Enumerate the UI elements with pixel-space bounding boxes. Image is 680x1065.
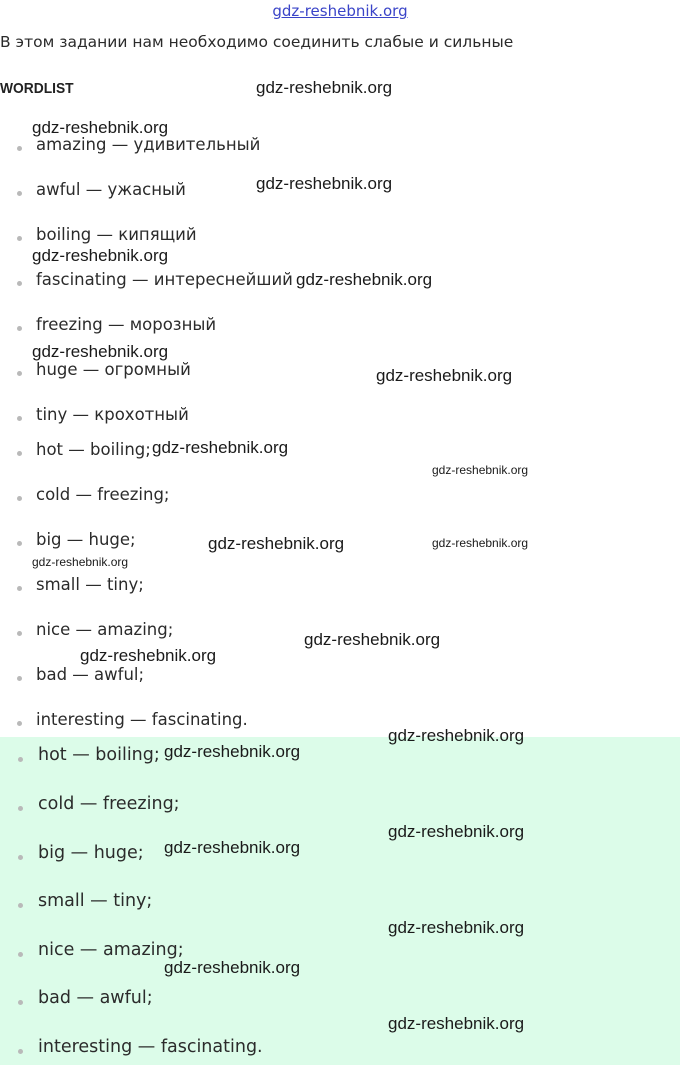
watermark: gdz-reshebnik.org bbox=[376, 366, 513, 385]
list-item-text: tiny — крохотный bbox=[36, 405, 189, 424]
bullet-icon bbox=[17, 541, 22, 546]
bullet-icon bbox=[17, 326, 22, 331]
bullet-icon bbox=[17, 371, 22, 376]
list-item-text: huge — огромный bbox=[36, 360, 191, 379]
watermark: gdz-reshebnik.org bbox=[32, 555, 129, 569]
list-item-text: boiling — кипящий bbox=[36, 225, 197, 244]
watermark: gdz-reshebnik.org bbox=[164, 838, 301, 857]
watermark: gdz-reshebnik.org bbox=[152, 438, 289, 457]
watermark: gdz-reshebnik.org bbox=[164, 742, 301, 761]
list-item-text: big — huge; bbox=[36, 530, 136, 549]
bullet-icon bbox=[18, 757, 23, 762]
list-item-text: hot — boiling; bbox=[36, 440, 151, 459]
site-link[interactable]: gdz-reshebnik.org bbox=[272, 2, 408, 20]
bullet-icon bbox=[17, 676, 22, 681]
bullet-icon bbox=[17, 236, 22, 241]
watermark: gdz-reshebnik.org bbox=[256, 78, 393, 97]
answer-item-text: cold — freezing; bbox=[38, 794, 180, 814]
watermark: gdz-reshebnik.org bbox=[388, 822, 525, 841]
watermark: gdz-reshebnik.org bbox=[388, 1014, 525, 1033]
answer-item-text: nice — amazing; bbox=[38, 940, 184, 960]
bullet-icon bbox=[18, 952, 23, 957]
bullet-icon bbox=[17, 146, 22, 151]
list-item-text: interesting — fascinating. bbox=[36, 710, 248, 729]
answer-item-text: big — huge; bbox=[38, 843, 144, 863]
answer-item-text: hot — boiling; bbox=[38, 745, 160, 765]
answer-item-text: small — tiny; bbox=[38, 891, 153, 911]
bullet-icon bbox=[17, 416, 22, 421]
watermark: gdz-reshebnik.org bbox=[296, 270, 433, 289]
watermark: gdz-reshebnik.org bbox=[164, 958, 301, 977]
answer-item-text: interesting — fascinating. bbox=[38, 1037, 263, 1057]
watermark: gdz-reshebnik.org bbox=[388, 726, 525, 745]
bullet-icon bbox=[17, 586, 22, 591]
bullet-icon bbox=[18, 1000, 23, 1005]
watermark: gdz-reshebnik.org bbox=[388, 918, 525, 937]
bullet-icon bbox=[17, 721, 22, 726]
watermark: gdz-reshebnik.org bbox=[32, 246, 169, 265]
watermark: gdz-reshebnik.org bbox=[304, 630, 441, 649]
bullet-icon bbox=[17, 631, 22, 636]
bullet-icon bbox=[17, 451, 22, 456]
bullet-icon bbox=[18, 903, 23, 908]
answer-item-text: bad — awful; bbox=[38, 988, 153, 1008]
list-item-text: nice — amazing; bbox=[36, 620, 174, 639]
list-item-text: bad — awful; bbox=[36, 665, 145, 684]
list-item-text: amazing — удивительный bbox=[36, 135, 261, 154]
bullet-icon bbox=[17, 281, 22, 286]
list-item-text: awful — ужасный bbox=[36, 180, 186, 199]
watermark: gdz-reshebnik.org bbox=[256, 174, 393, 193]
list-item-text: small — tiny; bbox=[36, 575, 144, 594]
watermark: gdz-reshebnik.org bbox=[432, 536, 529, 550]
bullet-icon bbox=[18, 806, 23, 811]
list-item-text: freezing — морозный bbox=[36, 315, 217, 334]
watermark: gdz-reshebnik.org bbox=[32, 118, 169, 137]
bullet-icon bbox=[17, 191, 22, 196]
watermark: gdz-reshebnik.org bbox=[32, 342, 169, 361]
list-item-text: fascinating — интереснейший bbox=[36, 270, 293, 289]
bullet-icon bbox=[17, 496, 22, 501]
bullet-icon bbox=[18, 855, 23, 860]
watermark: gdz-reshebnik.org bbox=[432, 463, 529, 477]
watermark: gdz-reshebnik.org bbox=[208, 534, 345, 553]
bullet-icon bbox=[18, 1049, 23, 1054]
intro-text: В этом задании нам необходимо соединить слабые и сильные bbox=[0, 33, 514, 51]
wordlist-heading: WORDLIST bbox=[0, 80, 74, 97]
watermark: gdz-reshebnik.org bbox=[80, 646, 217, 665]
list-item-text: cold — freezing; bbox=[36, 485, 170, 504]
